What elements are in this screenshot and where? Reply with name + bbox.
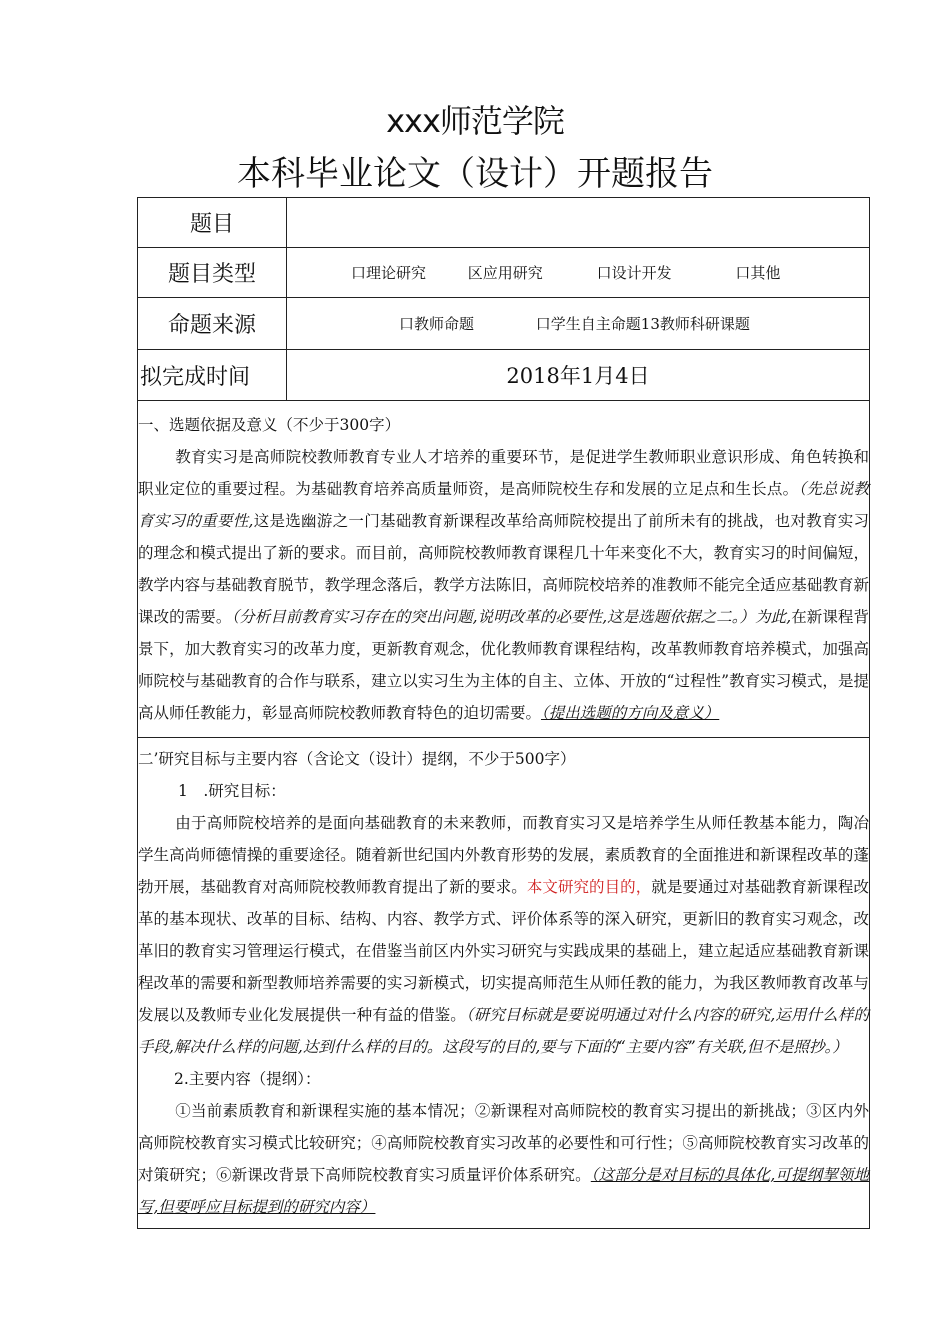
section2-goal-paragraph [138,807,869,1063]
report-title: 本科毕业论文（设计）开题报告 [237,154,713,194]
source-label: 命题来源 [138,298,287,350]
section1-note-2: （分析目前教育实习存在的突出问题,说明改革的必要性,这是选题依据之二。）为此, [231,608,792,626]
section1-text-2: 这是选幽游之一门基础教育新课程改革给高师院校提出了前所未有的挑战，也对教育实习的理念和模式提出了新的要求。而目前，高师院校教师教育课程几十年来变化不大，教育实习的时间偏短，教学内容与基础教育脱节，教学理念落后，教学方法陈旧，高师院校培养的准教师不能完全适应基础教育新课改的需要。 [138,512,869,626]
section2-subheading-content: 2.主要内容（提纲）： [174,1070,321,1088]
topic-row [138,198,870,248]
section2-red-text: 本文研究的目的， [526,878,652,896]
section2-content-paragraph [138,1095,869,1223]
source-options [287,298,870,350]
source-option-student: 口学生自主命题13教师科研课题 [535,315,750,333]
type-option-other: 口其他 [735,264,781,282]
section2-note-2: （这部分是对目标的具体化,可提纲挈领地写,但要呼应目标提到的研究内容） [138,1166,869,1216]
section2-heading: 二’研究目标与主要内容（含论文（设计）提纲，不少于500字） [138,750,576,768]
section2-row [138,738,870,1229]
section1-row [138,401,870,738]
source-option-teacher: 口教师命题 [399,315,475,333]
section2-text-1: 由于高师院校培养的是面向基础教育的未来教师，而教育实习又是培养学生从师任教基本能力，陶冶学生高尚师德情操的重要途径。随着新世纪国内外教育形势的发展，素质教育的全面推进和新课程改革的蓬勃开展，基础教育对高师院校教师教育提出了新的要求。 [138,814,869,896]
school-name: xxx师范学院 [386,102,564,140]
section2-text-3: ①当前素质教育和新课程实施的基本情况；②新课程对高师院校的教育实习提出的新挑战；③区内外高师院校教育实习模式比较研究；④高师院校教育实习改革的必要性和可行性；⑤高师院校教育实习改革的对策研究；⑥新课改背景下高师院校教育实习质量评价体系研究。 [138,1102,869,1184]
time-value: 2018年1月4日 [287,350,870,401]
type-option-design: 口设计开发 [596,264,672,282]
type-options [287,248,870,298]
section1-text-3: 在新课程背景下，加大教育实习的改革力度，更新教育观念，优化教师教育课程结构，改革教师教育培养模式，加强高师院校与基础教育的合作与联系，建立以实习生为主体的自主、立体、开放的“过程性”教育实习模式，是提高从师任教能力，彰显高师院校教师教育特色的迫切需要。 [138,608,869,722]
source-row [138,298,870,350]
section2-subheading-goal: 1 .研究目标： [178,782,286,800]
topic-label: 题目 [138,198,287,248]
type-option-theory: 口理论研究 [351,264,427,282]
section1-text-1: 教育实习是高师院校教师教育专业人才培养的重要环节，是促进学生教师职业意识形成、角色转换和职业定位的重要过程。为基础教育培养高质量师资，是高师院校生存和发展的立足点和生长点。 [138,448,869,498]
time-row [138,350,870,401]
section1-cell [138,401,870,738]
type-option-applied: 区应用研究 [467,264,543,282]
section2-note: （研究目标就是要说明通过对什么内容的研究,运用什么样的手段,解决什么样的问题,达到什么样的目的。这段写的目的,要与下面的“主要内容”有关联,但不是照抄。） [138,1006,869,1056]
section2-cell [138,738,870,1229]
section1-note-3: （提出选题的方向及意义） [541,704,720,722]
section1-paragraph [138,441,869,729]
section2-text-2: 就是要通过对基础教育新课程改革的基本现状、改革的目标、结构、内容、教学方式、评价体系等的深入研究，更新旧的教育实习观念，改革旧的教育实习管理运行模式，在借鉴当前区内外实习研究与实践成果的基础上，建立起适应基础教育新课程改革的需要和新型教师培养需要的实习新模式，切实提高师范生从师任教的能力，为我区教师教育改革与发展以及教师专业化发展提供一种有益的借鉴。 [138,878,869,1024]
section1-note-1: （先总说教育实习的重要性, [138,480,869,530]
section1-heading: 一、选题依据及意义（不少于300字） [138,416,401,434]
type-label: 题目类型 [138,248,287,298]
time-label: 拟完成时间 [138,350,287,401]
topic-value [287,198,870,248]
type-row [138,248,870,298]
proposal-form-table [137,197,870,1229]
